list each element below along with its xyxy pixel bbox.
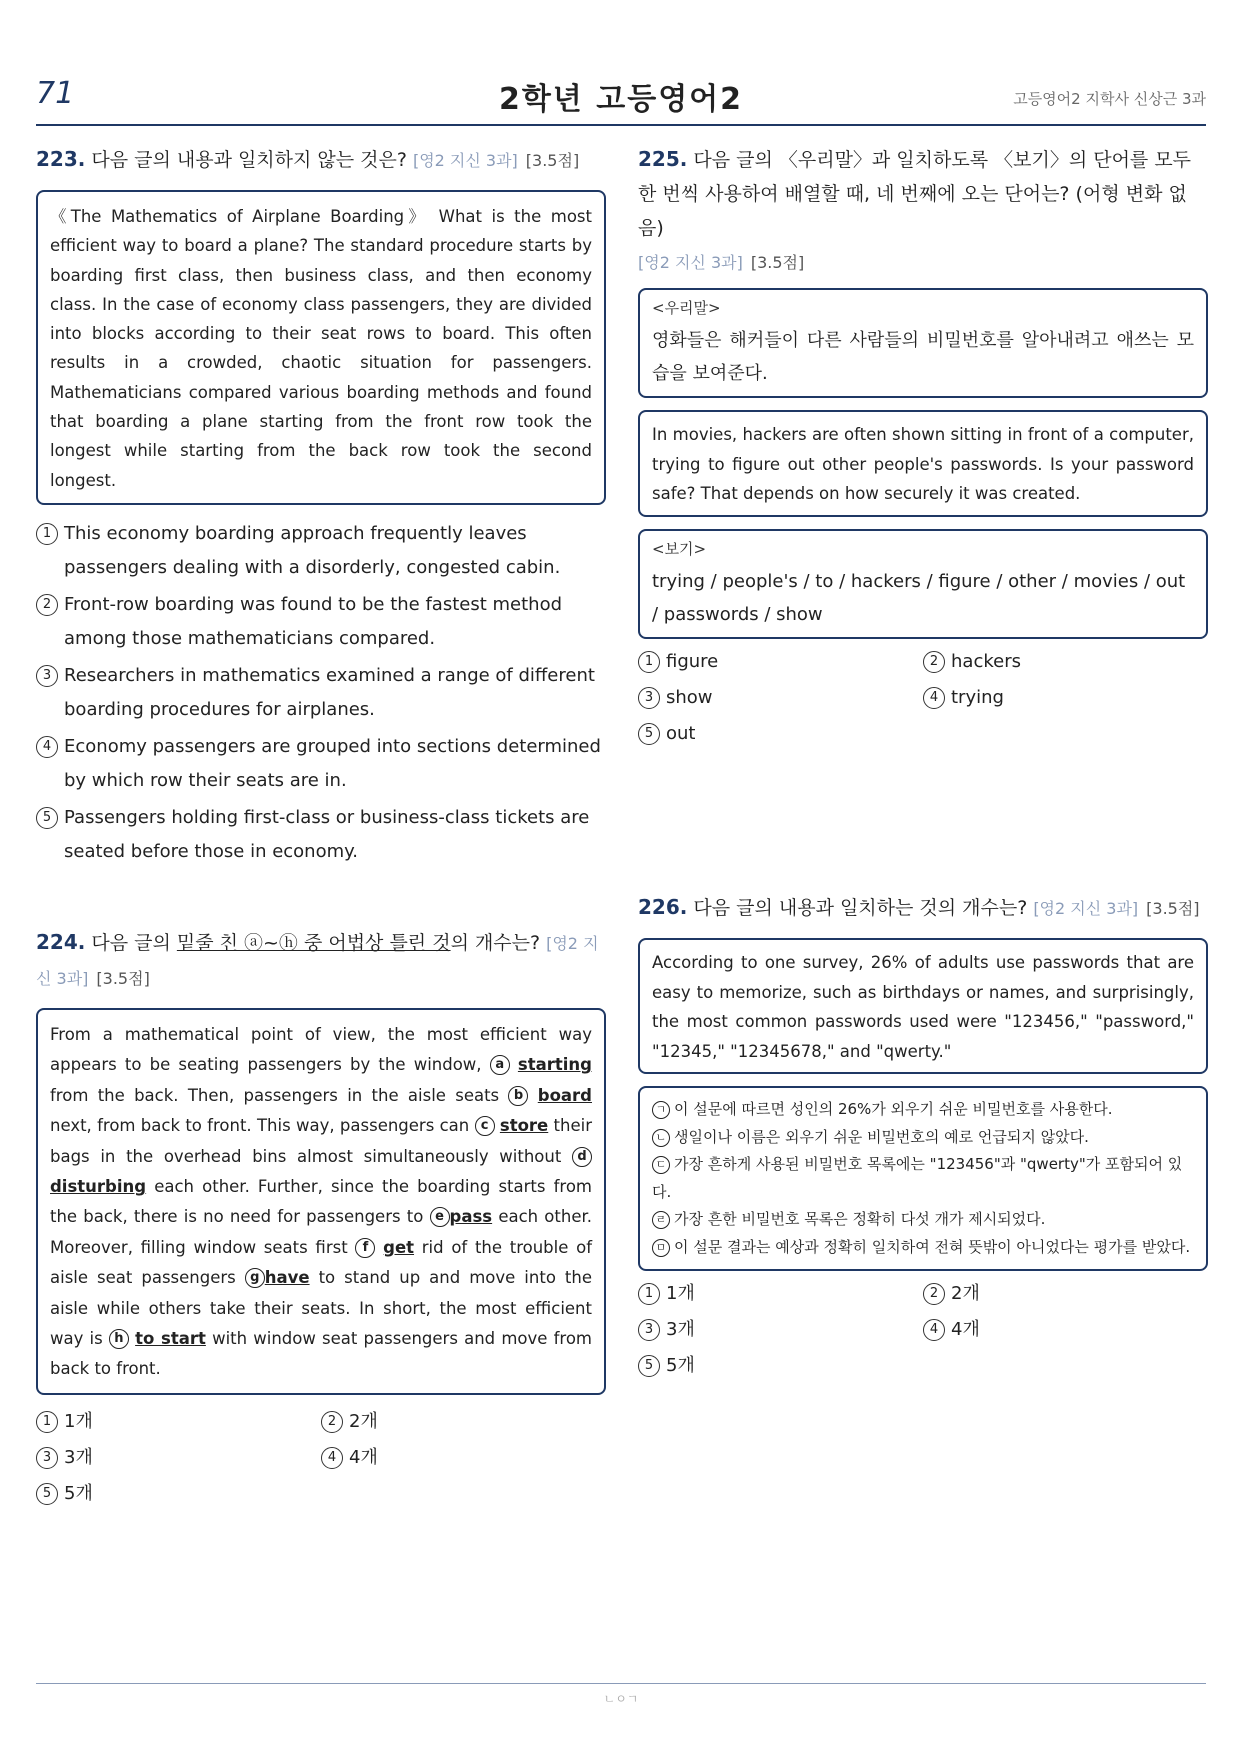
- answer-option-2[interactable]: [923, 645, 1208, 679]
- passage-text: to stand up and move into the aisle while others take their seats. In short, the most efficient way is: [50, 1268, 592, 1349]
- answer-option-2[interactable]: [923, 1277, 1208, 1311]
- answer-option-5[interactable]: [638, 1349, 923, 1383]
- statement-1: [652, 1096, 1194, 1124]
- statement-text: 생일이나 이름은 외우기 쉬운 비밀번호의 예로 언급되지 않았다.: [674, 1127, 1089, 1146]
- option-text: 2개: [951, 1283, 980, 1304]
- mark-f: f: [355, 1238, 375, 1258]
- answer-option-3[interactable]: [638, 681, 923, 715]
- statement-3: [652, 1151, 1194, 1206]
- question-number: 225.: [638, 147, 688, 171]
- option-number: 4: [923, 687, 945, 709]
- question-points: [3.5점]: [750, 253, 805, 272]
- option-text: figure: [666, 650, 719, 672]
- option-text: out: [666, 722, 696, 744]
- passage-box: In movies, hackers are often shown sitting in front of a computer, trying to figure out other people's passwords. Is your password safe? That depends on how securely it was created.: [638, 410, 1208, 517]
- mark-e: e: [430, 1207, 450, 1227]
- option-text: 5개: [666, 1355, 695, 1376]
- option-number: 1: [36, 523, 58, 545]
- option-number: 3: [36, 665, 58, 687]
- page-number: 71: [36, 76, 75, 111]
- question-source: [영2 지신 3과]: [36, 934, 599, 988]
- option-text: trying: [951, 686, 1004, 708]
- option-number: 2: [321, 1411, 343, 1433]
- option-number: 4: [923, 1319, 945, 1341]
- answer-options: [638, 645, 1208, 753]
- option-number: 1: [638, 651, 660, 673]
- option-text: 5개: [64, 1482, 93, 1504]
- answer-option-4[interactable]: [36, 730, 606, 798]
- statement-text: 이 설문에 따르면 성인의 26%가 외우기 쉬운 비밀번호를 사용한다.: [674, 1100, 1113, 1118]
- question-225-header: [638, 142, 1208, 280]
- footer-mark: ㄴㅇㄱ: [603, 1692, 639, 1706]
- answer-option-5[interactable]: [36, 801, 606, 869]
- korean-label: <우리말>: [652, 299, 721, 317]
- passage-box: According to one survey, 26% of adults use passwords that are easy to memorize, such as birthdays or names, and surprisingly, the most common passwords used were "123456," "password," "12345," "12345678," and "qwerty.": [638, 938, 1208, 1074]
- passage-text: each other. Moreover, filling window seats first: [50, 1207, 592, 1257]
- question-source: [영2 지신 3과]: [412, 151, 518, 170]
- underlined-word-b: board: [537, 1085, 592, 1105]
- question-points: [3.5점]: [1146, 899, 1200, 918]
- question-text: 다음 글의 〈우리말〉과 일치하도록 〈보기〉의 단어를 모두 한 번씩 사용하여 배열할 때, 네 번째에 오는 단어는? (어형 변화 없음): [638, 149, 1192, 239]
- answer-option-1[interactable]: [638, 645, 923, 679]
- option-number: 2: [923, 1283, 945, 1305]
- statement-mark: ㅁ: [652, 1239, 670, 1257]
- underlined-word-c: store: [499, 1116, 549, 1136]
- underlined-word-h: to start: [135, 1329, 206, 1349]
- bogi-text: trying / people's / to / hackers / figure / other / movies / out / passwords / show: [652, 570, 1186, 625]
- option-number: 2: [36, 594, 58, 616]
- option-text: This economy boarding approach frequently leaves passengers dealing with a disorderly, congested cabin.: [64, 522, 561, 578]
- passage-text: rid of the trouble of aisle seat passengers: [50, 1237, 593, 1288]
- statement-text: 가장 흔하게 사용된 비밀번호 목록에는 "123456"과 "qwerty"가 포함되어 있다.: [652, 1155, 1183, 1201]
- question-226: [638, 890, 1208, 1385]
- mark-b: b: [508, 1086, 528, 1106]
- option-text: 3개: [666, 1319, 695, 1340]
- statement-5: [652, 1234, 1194, 1262]
- question-226-header: [638, 890, 1208, 926]
- question-text-underlined: 밑줄 친 ⓐ~ⓗ 중 어법상 틀린 것: [176, 932, 451, 954]
- option-number: 4: [36, 736, 58, 758]
- mark-c: c: [475, 1116, 495, 1136]
- question-points: [3.5점]: [525, 151, 580, 170]
- option-number: 5: [36, 1483, 58, 1505]
- option-number: 5: [36, 807, 58, 829]
- option-text: 4개: [349, 1446, 378, 1468]
- answer-option-3[interactable]: [638, 1313, 923, 1347]
- passage-text: from the back. Then, passengers in the aisle seats: [50, 1085, 509, 1105]
- option-text: hackers: [951, 650, 1021, 672]
- option-number: 5: [638, 723, 660, 745]
- bogi-box: [638, 529, 1208, 639]
- option-number: 1: [36, 1411, 58, 1433]
- passage-box: 《The Mathematics of Airplane Boarding》 What is the most efficient way to board a plane? The standard procedure starts by boarding first class, then business class, and then economy class. In the case of economy class passengers, they are divided into blocks according to their seat rows to board. This often results in a crowded, chaotic situation for passengers. Mathematicians compared various boarding methods and found that boarding a plane starting from the front row took the longest while starting from the back row took the second longest.: [36, 190, 606, 505]
- question-223-header: [36, 142, 606, 178]
- statement-2: [652, 1124, 1194, 1152]
- answer-option-4[interactable]: [923, 681, 1208, 715]
- question-224-header: [36, 925, 606, 996]
- answer-option-2[interactable]: [36, 588, 606, 656]
- statement-mark: ㄹ: [652, 1211, 670, 1229]
- passage-text: with window seat passengers and move from back to front.: [50, 1329, 592, 1379]
- answer-option-1[interactable]: [36, 1405, 321, 1439]
- mark-a: a: [490, 1055, 510, 1075]
- question-number: 223.: [36, 147, 86, 171]
- answer-options: [36, 517, 606, 869]
- korean-box: [638, 288, 1208, 398]
- option-number: 5: [638, 1355, 660, 1377]
- answer-options: [638, 1277, 1208, 1385]
- option-text: Front-row boarding was found to be the fastest method among those mathematicians compared.: [64, 593, 563, 649]
- option-number: 2: [923, 651, 945, 673]
- statement-mark: ㄴ: [652, 1129, 670, 1147]
- bogi-label: <보기>: [652, 539, 707, 558]
- answer-options: [36, 1405, 606, 1513]
- question-number: 224.: [36, 930, 86, 954]
- passage-text: From a mathematical point of view, the most efficient way appears to be seating passengers by the window,: [50, 1025, 592, 1075]
- question-number: 226.: [638, 895, 688, 919]
- option-number: 3: [638, 1319, 660, 1341]
- answer-option-1[interactable]: [36, 517, 606, 585]
- option-text: Passengers holding first-class or business-class tickets are seated before those in economy.: [64, 806, 590, 862]
- passage-text: their bags in the overhead bins almost simultaneously without: [50, 1116, 592, 1166]
- question-223: [36, 142, 606, 872]
- mark-h: h: [109, 1329, 129, 1349]
- mark-g: g: [245, 1268, 265, 1288]
- mark-d: d: [572, 1147, 592, 1167]
- option-text: 2개: [349, 1410, 378, 1432]
- question-224: [36, 925, 606, 1513]
- statement-text: 가장 흔한 비밀번호 목록은 정확히 다섯 개가 제시되었다.: [674, 1210, 1046, 1228]
- option-text: 1개: [64, 1410, 93, 1432]
- question-text-post: 의 개수는?: [450, 932, 541, 954]
- footer-divider: [36, 1683, 1206, 1684]
- option-text: 3개: [64, 1446, 93, 1468]
- option-number: 1: [638, 1283, 660, 1305]
- question-points: [3.5점]: [96, 969, 150, 988]
- statements-box: [638, 1086, 1208, 1271]
- passage-text: next, from back to front. This way, passengers can: [50, 1116, 475, 1136]
- answer-option-5[interactable]: [638, 717, 923, 751]
- option-number: 3: [36, 1447, 58, 1469]
- option-text: Economy passengers are grouped into sections determined by which row their seats are in.: [64, 735, 601, 791]
- statement-mark: ㄱ: [652, 1101, 670, 1119]
- question-text-pre: 다음 글의: [91, 932, 177, 954]
- underlined-word-d: disturbing: [50, 1177, 147, 1197]
- option-text: 4개: [951, 1319, 980, 1340]
- option-number: 3: [638, 687, 660, 709]
- question-source: [영2 지신 3과]: [1033, 899, 1139, 918]
- answer-option-1[interactable]: [638, 1277, 923, 1311]
- answer-option-3[interactable]: [36, 659, 606, 727]
- answer-option-2[interactable]: [321, 1405, 606, 1439]
- underlined-word-a: starting: [517, 1055, 592, 1075]
- document-title: 2학년 고등영어2: [498, 82, 744, 117]
- passage-text: each other. Further, since the boarding starts from the back, there is no need for passengers to: [50, 1177, 592, 1227]
- answer-option-4[interactable]: [321, 1441, 606, 1475]
- statement-text: 이 설문 결과는 예상과 정확히 일치하여 전혀 뜻밖이 아니었다는 평가를 받았다.: [674, 1237, 1191, 1256]
- question-225: [638, 142, 1208, 753]
- passage-box: [36, 1008, 606, 1395]
- option-text: 1개: [666, 1283, 695, 1304]
- answer-option-3[interactable]: [36, 1441, 321, 1475]
- statement-4: [652, 1206, 1194, 1234]
- question-source: [영2 지신 3과]: [638, 253, 743, 272]
- option-text: Researchers in mathematics examined a range of different boarding procedures for airplanes.: [64, 664, 595, 720]
- underlined-word-g: have: [264, 1268, 310, 1288]
- question-text: 다음 글의 내용과 일치하지 않는 것은?: [91, 149, 407, 171]
- underlined-word-e: pass: [449, 1207, 493, 1227]
- option-text: show: [666, 686, 713, 708]
- page-header: [36, 66, 1206, 126]
- underlined-word-f: get: [383, 1237, 415, 1257]
- option-number: 4: [321, 1447, 343, 1469]
- answer-option-4[interactable]: [923, 1313, 1208, 1347]
- question-text: 다음 글의 내용과 일치하는 것의 개수는?: [693, 897, 1028, 919]
- answer-option-5[interactable]: [36, 1477, 321, 1511]
- document-subtitle: 고등영어2 지학사 신상근 3과: [1013, 90, 1206, 108]
- korean-text: 영화들은 해커들이 다른 사람들의 비밀번호를 알아내려고 애쓰는 모습을 보여준다.: [652, 330, 1194, 384]
- statement-mark: ㄷ: [652, 1156, 670, 1174]
